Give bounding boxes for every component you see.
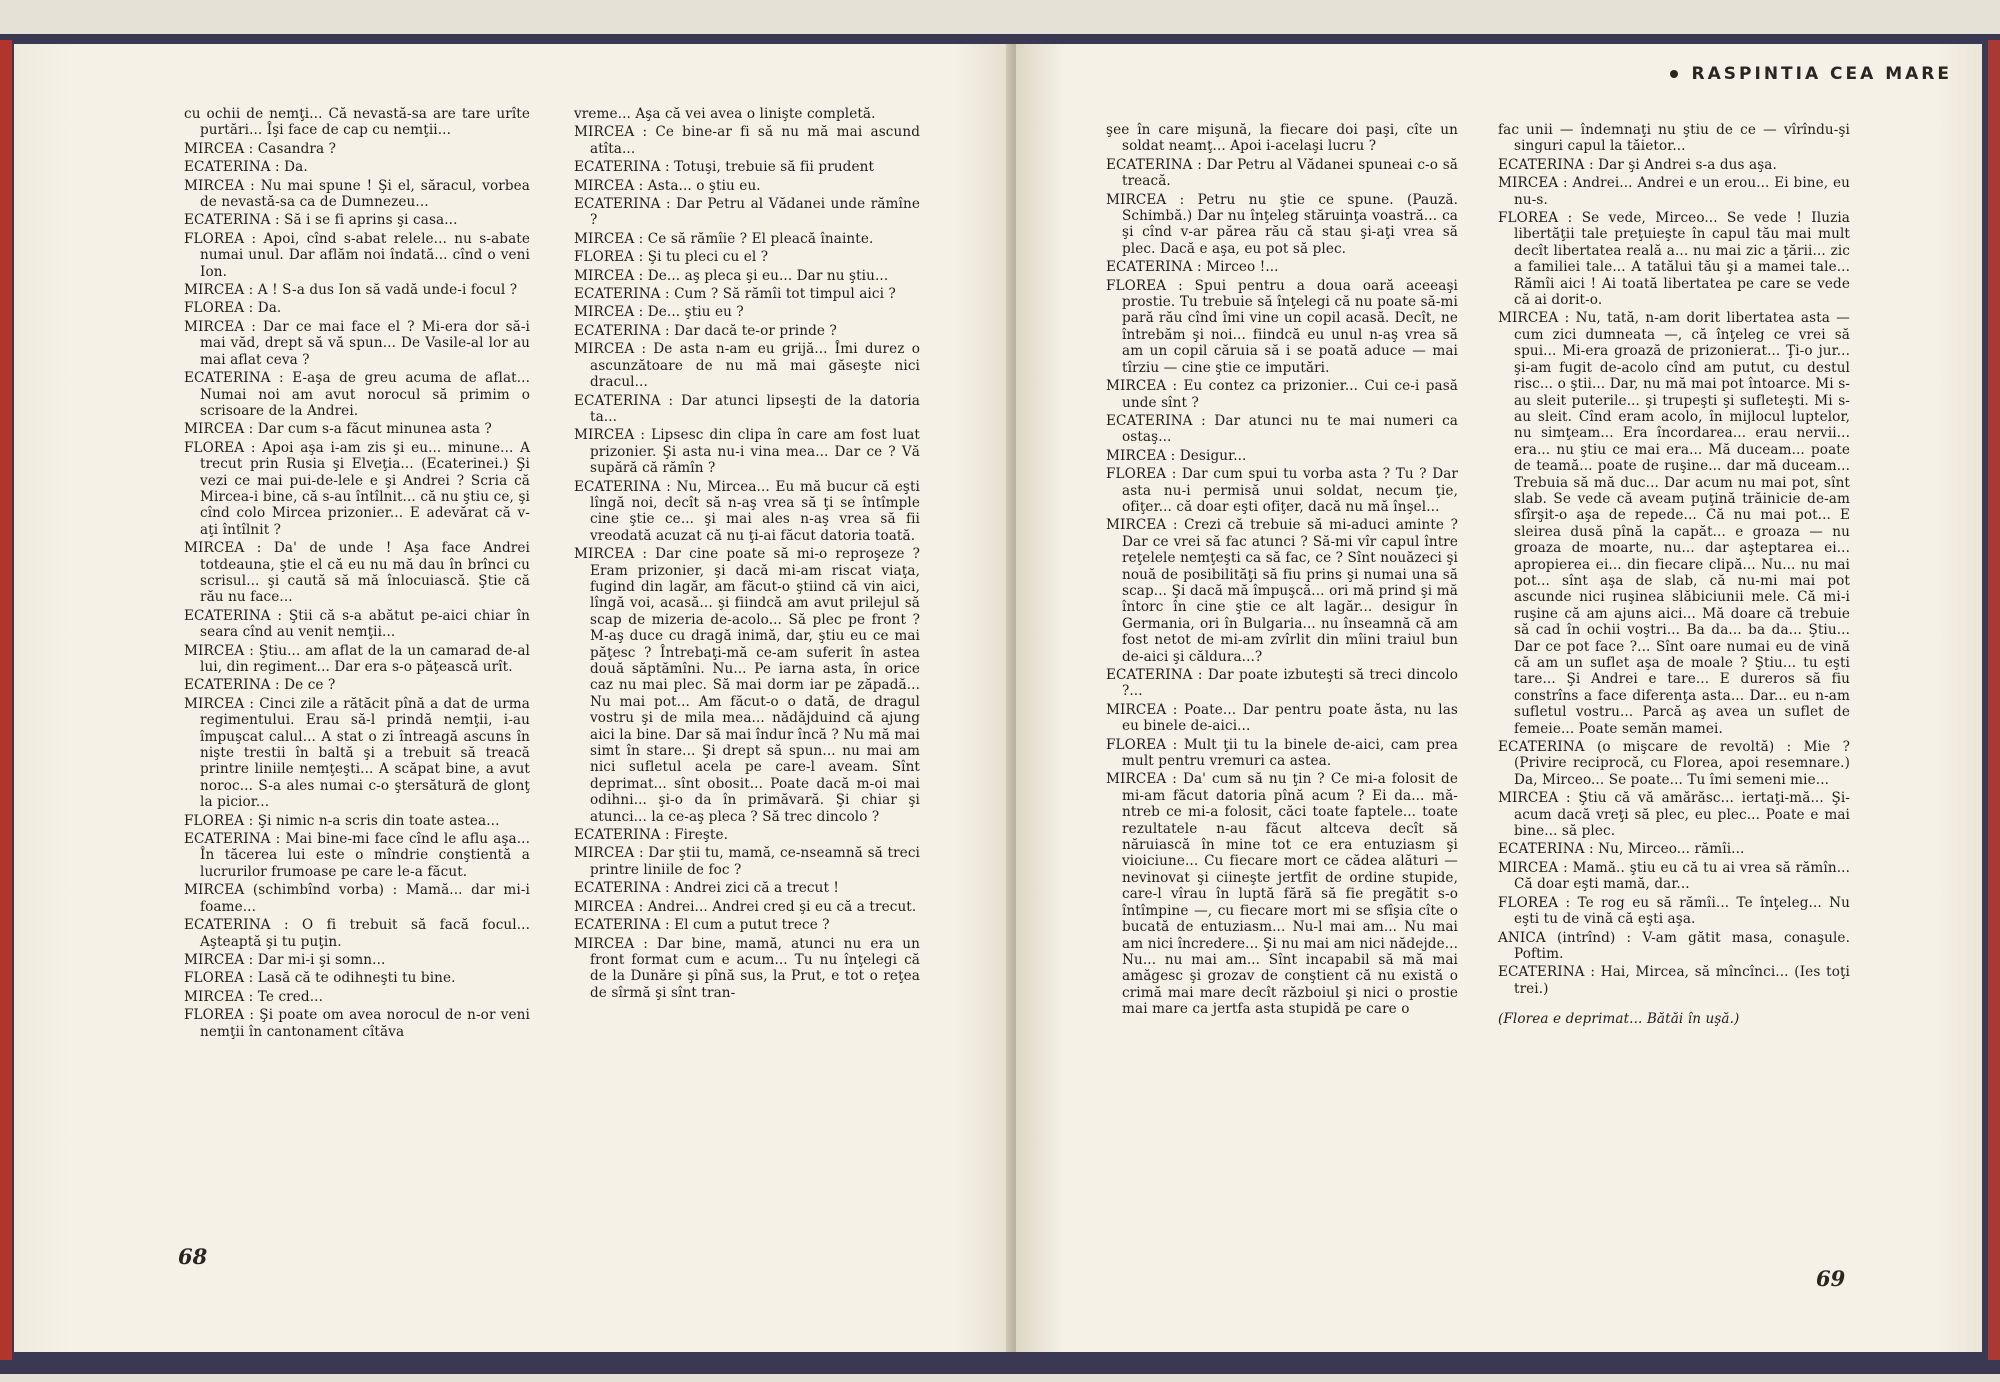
- dialogue-line: MIRCEA : Dar bine, mamă, atunci nu era un front format cum e acum... Tu nu înţelegi că de la Dunăre şi pînă sus, la Prut, e tot o reţea de sîrmă şi sînt tran-: [574, 935, 920, 1001]
- dialogue-line: FLOREA : Apoi aşa i-am zis şi eu... minune... A trecut prin Rusia şi Elveţia... (Ecaterinei.) Şi vezi ce mai pui-de-lele e şi Andrei ? Scria că Mircea-i bine, că s-au întîlnit... că nu ştiu ce, şi cînd colo Mircea prizonier... E adevărat că v-aţi întîlnit ?: [184, 439, 530, 538]
- dialogue-line: MIRCEA : Ce bine-ar fi să nu mă mai ascund atîta...: [574, 124, 920, 157]
- dialogue-line: FLOREA : Şi nimic n-a scris din toate astea...: [184, 812, 500, 829]
- dialogue-line: MIRCEA : De asta n-am eu grijă... Îmi durez o ascunzătoare de nu mă mai găseşte nici dracul...: [574, 341, 920, 391]
- dialogue-line: ECATERINA : E-aşa de greu acuma de aflat... Numai noi am avut norocul să primim o scrisoare de la Andrei.: [184, 370, 530, 419]
- dialogue-line: MIRCEA : Crezi că trebuie să mi-aduci aminte ? Dar ce vrei să fac atunci ? Să-mi vîr capul între reţelele nemţeşti ca să fac, ce ? Sînt nouăzeci şi nouă de posibilităţi să fiu prins şi numai una să scap... Şi dacă mă împuşcă... ori mă prind şi mă întorc în cine ştie ce alt lagăr... desigur în Germania, ori în Bulgaria... nu înseamnă că am fost netot de mi-am zvîrlit din mîini traiul bun de-aici şi căldura...?: [1106, 517, 1458, 665]
- dialogue-line: ECATERINA : Dar şi Andrei s-a dus aşa.: [1498, 156, 1777, 173]
- dialogue-line: ECATERINA : Nu, Mircea... Eu mă bucur că eşti lîngă noi, decît să n-aş vrea să ţi se întîmple cine ştie ce... şi mai ales n-aş vrea să fii vreodată acuzat că nu ţi-ai făcut datoria toată.: [574, 478, 920, 544]
- dialogue-line: MIRCEA : De... ştiu eu ?: [574, 304, 744, 321]
- dialogue-line: MIRCEA : Ce să rămîie ? El pleacă înainte.: [574, 230, 874, 247]
- dialogue-line: vreme... Aşa că vei avea o linişte completă.: [574, 106, 876, 122]
- dialogue-line: MIRCEA : Andrei... Andrei e un erou... Ei bine, eu nu-s.: [1498, 175, 1850, 208]
- dialogue-line: ECATERINA : Da.: [184, 159, 308, 176]
- dialogue-line: FLOREA : Lasă că te odihneşti tu bine.: [184, 970, 456, 987]
- dialogue-line: ECATERINA (o mişcare de revoltă) : Mie ? (Privire reciprocă, cu Florea, apoi resemnare.) Da, Mirceo... Se poate... Tu îmi semeni mie...: [1498, 739, 1850, 788]
- dialogue-line: ANICA (intrînd) : V-am gătit masa, conaşule. Poftim.: [1498, 929, 1850, 962]
- dialogue-line: ECATERINA : Fireşte.: [574, 827, 729, 844]
- right-column-2: [1498, 122, 1850, 1030]
- dialogue-line: ECATERINA : Dar atunci lipseşti de la datoria ta...: [574, 392, 920, 425]
- dialogue-line: MIRCEA : Nu, tată, n-am dorit libertatea asta — cum zici dumneata —, că înţeleg ce vrei să spui... Mi-era groază de prizonierat... Ţi-o jur... şi-am fugit de-acolo cînd am putut, cu destul risc... o ştii... Dar, nu mă mai pot întoarce. Mi s-au sleit puterile... şi trupeşti şi sufleteşti. Mi s-au sleit. Cînd eram acolo, în mijlocul luptelor, nu simţeam... Era încordarea... erau nervii... era... nu ştiu ce mai era... Mă duceam... poate de teamă... poate de ruşine... dar mă duceam... Trebuia să mă duc... Dar acum nu mai pot, sînt slab. Se vede că aveam puţină trăinicie de-am sfîrşit-o aşa de repede... Că nu mai pot... E sleirea dusă pînă la capăt... e groaza — nu groaza de moarte, nu... dar aşteptarea ei... apropierea ei... din fiecare clipă... Nu... nu mai pot... sînt aşa de slab, că nu-mi mai pot ascunde nici ruşinea slăbiciunii mele. Că mi-i ruşine că am ajuns aici... Mă doare că trebuie să cad în ochii voştri... Ba da... ba da... Ştiu... Dar ce pot face ?... Sînt oare numai eu de vină că am un suflet aşa de moale ? Ştiu... tu eşti tare... Şi Andrei e tare... E dureros să fiu constrîns a face diferenţa asta... Dar... eu n-am sufletul vostru... Parcă aş avea un suflet de femeie... Poate semăn mamei.: [1498, 310, 1850, 737]
- dialogue-line: FLOREA : Dar cum spui tu vorba asta ? Tu ? Dar asta nu-i permisă unui soldat, necum ţie, ofiţer... că doar eşti ofiţer, dacă nu mă înşel...: [1106, 466, 1458, 515]
- dialogue-line: MIRCEA : Petru nu ştie ce spune. (Pauză. Schimbă.) Dar nu înţeleg stăruinţa voastră... ca şi cînd v-ar părea rău că stau şi-aţi vrea să plec. Dacă e aşa, eu pot să plec.: [1106, 191, 1458, 257]
- dialogue-line: FLOREA : Se vede, Mirceo... Se vede ! Iluzia libertăţii tale preţuieşte în capul tău mai mult decît libertatea reală a... nu mai zic a ţării... zic a familiei tale... A tatălui tău şi a mamei tale... Rămîi aici ! Ai toată libertatea pe care se vede că ai dorit-o.: [1498, 210, 1850, 309]
- dialogue-line: ECATERINA : Mirceo !...: [1106, 259, 1279, 276]
- stage-direction: (Florea e deprimat... Bătăi în uşă.): [1498, 1011, 1740, 1028]
- dialogue-line: MIRCEA : Dar ce mai face el ? Mi-era dor să-i mai văd, drept să vă spun... De Vasile-al lor au mai aflat ceva ?: [184, 318, 530, 368]
- page-number-left: 68: [178, 1244, 208, 1269]
- dialogue-line: MIRCEA : Casandra ?: [184, 140, 337, 157]
- dialogue-line: ECATERINA : Ştii că s-a abătut pe-aici chiar în seara cînd au venit nemţii...: [184, 607, 530, 641]
- dialogue-line: ECATERINA : De ce ?: [184, 677, 336, 694]
- dialogue-line: MIRCEA : Eu contez ca prizonier... Cui ce-i pasă unde sînt ?: [1106, 378, 1458, 411]
- running-head-text: RASPINTIA CEA MARE: [1691, 64, 1952, 84]
- dialogue-line: MIRCEA : Lipsesc din clipa în care am fost luat prizonier. Şi asta nu-i vina mea... Dar ce ? Vă supără că rămîn ?: [574, 427, 920, 477]
- dialogue-line: FLOREA : Apoi, cînd s-abat relele... nu s-abate numai unul. Dar aflăm noi îndată... cînd o veni Ion.: [184, 230, 530, 280]
- dialogue-line: MIRCEA : Ştiu... am aflat de la un camarad de-al lui, din regiment... Dar era s-o păţească urît.: [184, 642, 530, 675]
- dialogue-line: ECATERINA : Dar Petru al Vădanei unde rămîne ?: [574, 196, 920, 229]
- dialogue-line: ECATERINA : Să i se fi aprins şi casa...: [184, 212, 458, 229]
- dialogue-line: MIRCEA : Da' de unde ! Aşa face Andrei totdeauna, ştie el că eu nu mă dau în brînci cu scrisul... şi caută să mă înlocuiască. Ştie că rău nu face...: [184, 540, 530, 606]
- dialogue-line: MIRCEA : Dar cum s-a făcut minunea asta ?: [184, 421, 492, 438]
- dialogue-line: FLOREA : Da.: [184, 300, 282, 317]
- dialogue-line: ECATERINA : Dar Petru al Vădanei spuneai c-o să treacă.: [1106, 156, 1458, 190]
- dialogue-line: MIRCEA : Dar mi-i şi somn...: [184, 951, 386, 968]
- dialogue-line: FLOREA : Şi poate om avea norocul de n-or veni nemţii în cantonament cîtăva: [184, 1007, 530, 1040]
- dialogue-line: MIRCEA : A ! S-a dus Ion să vadă unde-i focul ?: [184, 282, 518, 299]
- dialogue-line: MIRCEA : Da' cum să nu ţin ? Ce mi-a folosit de mi-am făcut datoria pînă acum ? Ei da... mă-ntreb ce mi-a folosit, căci toate faptele... toate rezultatele n-au făcut altceva decît să năruiască în mine tot ce era entuziasm şi vioiciune... Cu fiecare mort ce cădea alături — nevinovat şi ciineşte jertfit de ordine stupide, care-l vîrau în luptă fără să fie pregătit s-o întîmpine —, cu fiecare mort mi se sfîşia cîte o bucată de entuziasm... Nu-l mai am... Nu mai am nici încredere... Şi nu mai am nici nădejde... Nu... nu mai am... Sînt incapabil să mă mai amăgesc şi grozav de conştient că nu există o crimă mai mare decît războiul şi nici o prostie mai mare ca jertfa asta stupidă pe care o: [1106, 771, 1458, 1018]
- dialogue-line: ECATERINA : Dar atunci nu te mai numeri ca ostaş...: [1106, 412, 1458, 446]
- running-head: [1670, 64, 1952, 84]
- left-column-1: [184, 106, 530, 1042]
- dialogue-line: MIRCEA : Mamă.. ştiu eu că tu ai vrea să rămîn... Că doar eşti mamă, dar...: [1498, 859, 1850, 893]
- dialogue-line: FLOREA : Spui pentru a doua oară aceeaşi prostie. Tu trebuie să înţelegi că nu poate să-mi pară rău cînd îmi vine un copil acasă. Decît, ne întrebăm şi noi... fiindcă eu unul n-aş vrea să am un copil căruia să i se poată aduce — mai tîrziu — cine ştie ce imputări.: [1106, 277, 1458, 376]
- dialogue-line: MIRCEA : Cinci zile a rătăcit pînă a dat de urma regimentului. Erau să-l prindă nemţii, i-au împuşcat calul... A stat o zi întreagă ascuns în nişte trestii în baltă şi a trebuit să treacă printre liniile nemţeşti... A scăpat bine, a avut noroc... S-a ales numai c-o ştersătură de glonţ la picior...: [184, 695, 530, 811]
- dialogue-line: ECATERINA : Dar dacă te-or prinde ?: [574, 322, 837, 339]
- left-column-2: [574, 106, 920, 1003]
- dialogue-line: MIRCEA : Ştiu că vă amărăsc... iertaţi-mă... Şi-acum dacă vreţi să plec, eu plec... Poate e mai bine... să plec.: [1498, 790, 1850, 840]
- dialogue-line: MIRCEA : Desigur...: [1106, 447, 1247, 464]
- page-number-right: 69: [1816, 1266, 1846, 1291]
- dialogue-line: ECATERINA : Hai, Mircea, să mîncînci... (Ies toţi trei.): [1498, 964, 1850, 997]
- cover-edge-left: [0, 40, 12, 1360]
- dialogue-line: ECATERINA : Andrei zici că a trecut !: [574, 880, 839, 897]
- right-page: [1016, 44, 1982, 1352]
- dialogue-line: FLOREA : Te rog eu să rămîi... Te înţeleg... Nu eşti tu de vină că eşti aşa.: [1498, 894, 1850, 928]
- dialogue-line: MIRCEA (schimbînd vorba) : Mamă... dar mi-i foame...: [184, 882, 530, 915]
- right-column-1: [1106, 122, 1458, 1020]
- dialogue-line: fac unii — îndemnaţi nu ştiu de ce — vîrîndu-şi singuri capul la tăietor...: [1498, 122, 1850, 155]
- dialogue-line: FLOREA : Şi tu pleci cu el ?: [574, 249, 769, 266]
- dialogue-line: ECATERINA : Nu, Mirceo... rămîi...: [1498, 841, 1745, 858]
- dialogue-line: MIRCEA : Dar ştii tu, mamă, ce-nseamnă să treci printre liniile de foc ?: [574, 845, 920, 878]
- dialogue-line: ECATERINA : Dar poate izbuteşti să treci dincolo ?...: [1106, 667, 1458, 700]
- dialogue-line: ECATERINA : Totuşi, trebuie să fii prudent: [574, 159, 875, 176]
- dialogue-line: FLOREA : Mult ţii tu la binele de-aici, cam prea mult pentru vremuri ca astea.: [1106, 736, 1458, 770]
- dialogue-line: MIRCEA : Andrei... Andrei cred şi eu că a trecut.: [574, 898, 917, 915]
- dialogue-line: MIRCEA : De... aş pleca şi eu... Dar nu ştiu...: [574, 267, 889, 284]
- bullet-icon: [1670, 70, 1678, 78]
- dialogue-line: şee în care mişună, la fiecare doi paşi, cîte un soldat neamţ... Apoi i-acelaşi lucru ?: [1106, 122, 1458, 155]
- dialogue-line: MIRCEA : Nu mai spune ! Şi el, săracul, vorbea de nevastă-sa ca de Dumnezeu...: [184, 177, 530, 211]
- left-page: [14, 44, 1014, 1352]
- dialogue-line: cu ochii de nemţi... Că nevastă-sa are tare urîte purtări... Îşi face de cap cu nemţii...: [184, 106, 530, 139]
- cover-edge-right: [1988, 40, 2000, 1360]
- dialogue-line: ECATERINA : Cum ? Să rămîi tot timpul aici ?: [574, 286, 896, 303]
- dialogue-line: MIRCEA : Asta... o ştiu eu.: [574, 177, 761, 194]
- dialogue-line: ECATERINA : Mai bine-mi face cînd le aflu aşa... În tăcerea lui este o mîndrie conştientă a lucrurilor frumoase pe care le-a făcut.: [184, 831, 530, 880]
- dialogue-line: MIRCEA : Dar cine poate să mi-o reproşeze ? Eram prizonier, şi dacă mi-am riscat viaţa, fugind din lagăr, am făcut-o ştiind că vin aici, lîngă voi, acasă... şi fiindcă am avut prilejul să scap de mizeria de-acolo... Să plec pe front ? M-aş duce cu dragă inimă, dar, ştiu eu ce mai păţesc ? Întrebaţi-mă ce-am suferit în astea două săptămîni. Nu... Pe iarna asta, în orice caz nu mai plec. Să mai dorm iar pe zăpadă... Nu mai pot... Am făcut-o o dată, de dragul vostru şi de mila mea... nădăjduind că ajung aici la bine. Dar să mai îndur încă ? Nu mă mai simt în stare... Şi drept să spun... nu mai am nici sufletul acela pe care-l aveam. Sînt deprimat... sînt obosit... Poate dacă m-oi mai odihni... şi-o da în primăvară. Şi chiar şi atunci... la ce-aş pleca ? Să trec dincolo ?: [574, 546, 920, 825]
- dialogue-line: MIRCEA : Te cred...: [184, 988, 323, 1005]
- dialogue-line: ECATERINA : O fi trebuit să facă focul... Aşteaptă şi tu puţin.: [184, 917, 530, 950]
- dialogue-line: ECATERINA : El cum a putut trece ?: [574, 917, 830, 934]
- dialogue-line: MIRCEA : Poate... Dar pentru poate ăsta, nu las eu binele de-aici...: [1106, 701, 1458, 735]
